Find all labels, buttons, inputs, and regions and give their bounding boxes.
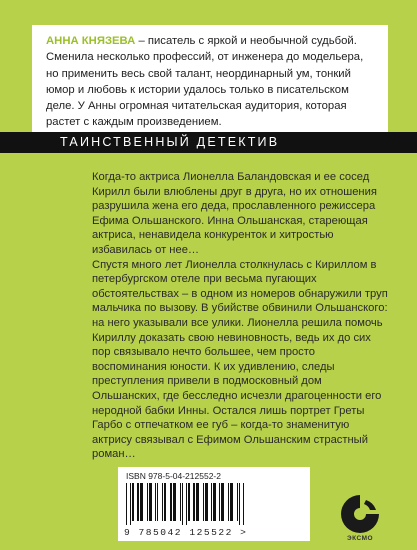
annotation-paragraph-1: Когда-то актриса Лионелла Баландовская и ее сосед Кирилл были влюблены друг в друга, но их отношения разрушила жена его деда, прославленного режиссера Ефима Ольшанского. Инна Ольшанская, стареющая актриса, ненавидела конкуренток и хитростью избавилась от нее… xyxy=(92,171,377,256)
author-name: АННА КНЯЗЕВА xyxy=(46,35,136,47)
book-annotation xyxy=(92,170,392,462)
barcode-image xyxy=(124,483,286,525)
author-bio-text: – писатель с яркой и необычной судьбой. Сменила несколько профессий, от инженера до модельера, но применить весь свой талант, неординарный ум, тонкий юмор и любовь к истории удалось только в писательском деле. У Анны огромная читательская аудитория, которая растет с каждым произведением. xyxy=(46,35,364,129)
isbn-label: ISBN 978-5-04-212552-2 xyxy=(126,471,221,481)
annotation-paragraph-2: Спустя много лет Лионелла столкнулась с Кириллом в петербургском отеле при весьма пугающих обстоятельствах – в одном из номеров обнаружили труп мальчика по вызову. В убийстве обвинили Ольшанского: на него указывали все улики. Лионелла решила помочь Кириллу доказать свою невиновность, ведь их до сих пор связывало нечто большее, чем просто воспоминания юности. К их удивлению, следы преступления привели в подмосковный дом Ольшанских, где бесследно исчезли драгоценности его неродной бабки Инны. Остался лишь портрет Греты Гарбо с отпечатком ее губ – когда-то знаменитую актрису связывал с Ефимом Ольшанским страстный роман… xyxy=(92,258,388,461)
series-title: ТАИНСТВЕННЫЙ ДЕТЕКТИВ xyxy=(60,135,280,149)
author-bio xyxy=(46,33,376,131)
eksmo-logo-icon xyxy=(336,490,384,538)
barcode-digits: 9 785042 125522 > xyxy=(124,527,248,538)
publisher-name: ЭКСМО xyxy=(346,535,374,542)
